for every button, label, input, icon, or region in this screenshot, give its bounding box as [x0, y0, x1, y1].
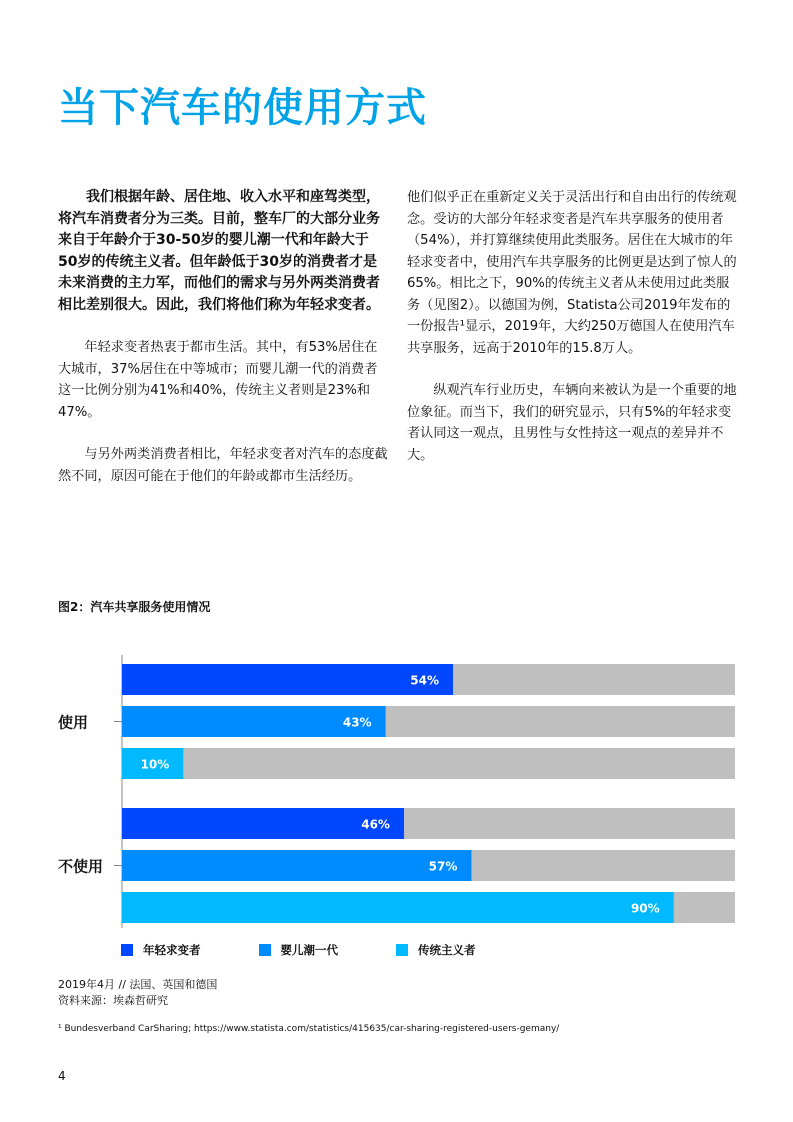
page-title: 当下汽车的使用方式 — [58, 85, 427, 131]
data-label: 10% — [140, 757, 170, 772]
data-label: 43% — [342, 715, 372, 730]
paragraph: 他们似乎正在重新定义关于灵活出行和自由出行的传统观念。受访的大部分年轻求变者是汽车共享服务的使用者（54%），并打算继续使用此类服务。居住在大城市的年轻求变者中，使用汽车共享服务的比例更是达到了惊人的65%。相比之下，90%的传统主义者从未使用过此类服务（见图2）。以德国为例，Statista公司2019年发布的一份报告¹显示，2019年，大约250万德国人在使用汽车共享服务，远高于2010年的15.8万人。 — [407, 190, 737, 356]
legend-label: 传统主义者 — [418, 943, 476, 957]
bar — [122, 850, 471, 881]
data-label: 90% — [630, 901, 660, 916]
category-label: 不使用 — [58, 857, 104, 876]
legend-label: 婴儿潮一代 — [280, 943, 338, 957]
data-label: 57% — [428, 859, 458, 874]
footnote: ¹ Bundesverband CarSharing; https://www.statista.com/statistics/415635/car-sharing-registered-users-gemany/ — [58, 1024, 560, 1034]
intro-paragraph: 我们根据年龄、居住地、收入水平和座驾类型，将汽车消费者分为三类。目前，整车厂的大部分业务来自于年龄介于30-50岁的婴儿潮一代和年龄大于50岁的传统主义者。但年龄低于30岁的消费者才是未来消费的主力军，而他们的需求与另外两类消费者相比差别很大。因此，我们将他们称为年轻求变者。 — [58, 189, 380, 313]
page-number: 4 — [58, 1069, 66, 1083]
survey-date: 2019年4月 // 法国、英国和德国 — [58, 978, 218, 991]
paragraph: 与另外两类消费者相比，年轻求变者对汽车的态度截然不同，原因可能在于他们的年龄或都市生活经历。 — [58, 447, 388, 484]
figure-title: 图2：汽车共享服务使用情况 — [58, 600, 211, 614]
chart-notes — [58, 977, 217, 1009]
legend-swatch — [259, 944, 271, 956]
data-label: 54% — [410, 673, 440, 688]
data-label: 46% — [361, 817, 390, 832]
legend-swatch — [121, 944, 133, 956]
bar — [122, 664, 453, 695]
legend-item — [259, 942, 339, 958]
data-source: 资料来源：埃森哲研究 — [58, 994, 168, 1007]
legend-item — [121, 942, 201, 958]
category-label: 使用 — [58, 713, 89, 732]
legend-label: 年轻求变者 — [143, 943, 201, 957]
bar — [122, 892, 674, 923]
paragraph: 纵观汽车行业历史，车辆向来被认为是一个重要的地位象征。而当下，我们的研究显示，只有5%的年轻求变者认同这一观点，且男性与女性持这一观点的差异并不大。 — [407, 383, 737, 463]
paragraph: 年轻求变者热衷于都市生活。其中，有53%居住在大城市，37%居住在中等城市；而婴儿潮一代的消费者这一比例分别为41%和40%，传统主义者则是23%和47%。 — [58, 340, 378, 420]
legend-item — [396, 942, 476, 958]
bar-background — [122, 748, 735, 779]
legend-swatch — [396, 944, 408, 956]
chart-legend — [121, 942, 476, 958]
